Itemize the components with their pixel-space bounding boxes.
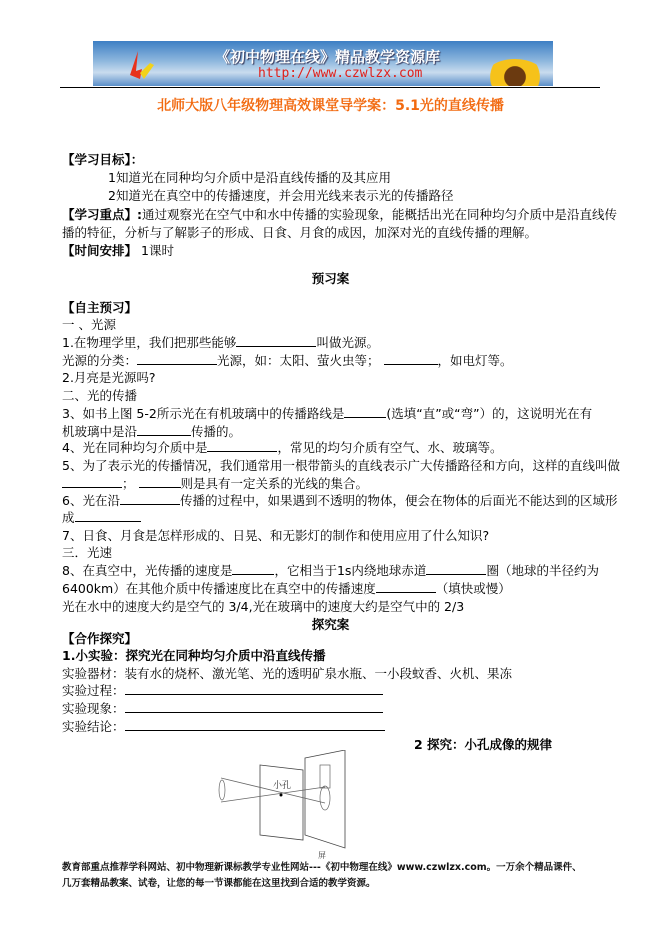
question-text: 圈（地球的半径约为 xyxy=(486,563,599,578)
goal-item: 2知道光在真空中的传播速度，并会用光线来表示光的传播路径 xyxy=(108,188,454,203)
answer-blank[interactable] xyxy=(137,352,217,365)
candle-icon xyxy=(219,780,225,800)
answer-blank[interactable] xyxy=(62,475,122,488)
question-text: 7、日食、月食是怎样形成的、日晃、和无影灯的制作和使用应用了什么知识? xyxy=(62,528,490,543)
question-text: 传播的。 xyxy=(191,424,242,439)
preview-heading: 【自主预习】 xyxy=(62,300,138,315)
explore-heading: 【合作探究】 xyxy=(62,631,138,646)
footer-line: 几万套精品教案、试卷，让您的每一节课都能在这里找到合适的教学资源。 xyxy=(62,878,376,889)
focus-text: 播的特征，分析与了解影子的形成、日食、月食的成因，加深对光的直线传播的理解。 xyxy=(62,225,538,240)
question-text: 成 xyxy=(62,510,75,525)
section-2: 二、光的传播 xyxy=(62,388,138,403)
question-text: ，它相当于1s内绕地球赤道 xyxy=(274,563,427,578)
conclusion-blank[interactable] xyxy=(125,718,385,731)
answer-blank[interactable] xyxy=(384,352,438,365)
experiment-1-title: 1.小实验：探究光在同种均匀介质中沿直线传播 xyxy=(62,648,326,663)
question-text: ； xyxy=(122,476,135,491)
materials-label: 实验器材： xyxy=(62,666,125,681)
question-text: ，常见的均匀介质有空气、水、玻璃等。 xyxy=(277,440,503,455)
section-3: 三．光速 xyxy=(62,545,113,560)
question-text: 3、如书上图 5-2所示光在有机玻璃中的传播路线是 xyxy=(62,406,345,421)
pinhole-diagram xyxy=(215,750,415,860)
focus-text: 通过观察光在空气中和水中传播的实验现象，能概括出光在同种均匀介质中是沿直线传 xyxy=(142,207,618,222)
phenomenon-blank[interactable] xyxy=(125,700,383,713)
question-text: 6400km）在其他介质中传播速度比在真空中的传播速度 xyxy=(62,581,376,596)
answer-blank[interactable] xyxy=(236,334,316,347)
banner-url[interactable]: http://www.czwlzx.com xyxy=(258,66,423,81)
answer-blank[interactable] xyxy=(137,423,191,436)
answer-blank[interactable] xyxy=(207,439,277,452)
screen-label: 屏 xyxy=(318,851,326,860)
banner-title: 《初中物理在线》精品教学资源库 xyxy=(215,48,441,66)
phenomenon-label: 实验现象： xyxy=(62,701,125,716)
section-1: 一 、光源 xyxy=(62,317,116,332)
question-text: 机玻璃中是沿 xyxy=(62,424,138,439)
inverted-image-icon xyxy=(320,786,330,810)
question-text: ，如电灯等。 xyxy=(437,353,513,368)
time-heading: 【时间安排】 xyxy=(62,243,138,258)
inverted-candle-icon xyxy=(320,765,330,788)
page-title: 北师大版八年级物理高效课堂导学案：5.1光的直线传播 xyxy=(157,98,504,114)
question-text: 传播的过程中，如果遇到不透明的物体，便会在物体的后面光不能达到的区域形 xyxy=(179,493,618,508)
question-text: （填快或慢） xyxy=(435,581,511,596)
question-text: 1.在物理学里，我们把那些能够 xyxy=(62,335,237,350)
question-text: 则是具有一定关系的光线的集合。 xyxy=(180,476,369,491)
question-text: 叫做光源。 xyxy=(316,335,379,350)
question-text: 6、光在沿 xyxy=(62,493,120,508)
question-text: 光源的分类： xyxy=(62,353,138,368)
time-value: 1课时 xyxy=(141,243,174,258)
logo-icon xyxy=(126,49,156,81)
goals-heading: 【学习目标】： xyxy=(62,152,144,167)
pinhole-icon xyxy=(280,794,283,797)
header-rule xyxy=(60,87,600,88)
header-banner xyxy=(93,41,553,86)
focus-heading: 【学习重点】: xyxy=(62,207,142,222)
question-text: 光源，如：太阳、萤火虫等； xyxy=(217,353,380,368)
question-text: 2.月亮是光源吗? xyxy=(62,370,156,385)
answer-blank[interactable] xyxy=(376,580,436,593)
process-label: 实验过程： xyxy=(62,683,125,698)
footer xyxy=(62,860,582,892)
materials-text: 装有水的烧杯、激光笔、光的透明矿泉水瓶、一小段蚊香、火机、果冻 xyxy=(124,666,513,681)
preview-title: 预习案 xyxy=(311,271,350,286)
answer-blank[interactable] xyxy=(344,405,386,418)
sunflower-image xyxy=(485,59,545,86)
answer-blank[interactable] xyxy=(139,475,181,488)
question-text: 8、在真空中，光传播的速度是 xyxy=(62,563,233,578)
process-blank[interactable] xyxy=(125,682,383,695)
question-text: 4、光在同种均匀介质中是 xyxy=(62,440,208,455)
pinhole-board xyxy=(260,765,303,840)
goal-item: 1知道光在同种均匀介质中是沿直线传播的及其应用 xyxy=(108,170,391,185)
question-text: (选填“直”或“弯”）的，这说明光在有 xyxy=(386,406,593,421)
answer-blank[interactable] xyxy=(120,492,180,505)
footer-line: 教育部重点推荐学科网站、初中物理新课标教学专业性网站---《初中物理在线》www.czwlzx.com。一万余个精品课件、 xyxy=(62,862,582,873)
question-text: 5、为了表示光的传播情况，我们通常用一根带箭头的直线表示广大传播路径和方向，这样的直线叫做 xyxy=(62,458,620,473)
answer-blank[interactable] xyxy=(232,562,274,575)
hole-label: 小孔 xyxy=(273,781,292,791)
question-text: 光在水中的速度大约是空气的 3/4,光在玻璃中的速度大约是空气中的 2/3 xyxy=(62,599,465,614)
experiment-2-title: 2 探究：小孔成像的规律 xyxy=(414,737,553,752)
answer-blank[interactable] xyxy=(426,562,486,575)
answer-blank[interactable] xyxy=(75,509,141,522)
explore-title: 探究案 xyxy=(311,617,350,632)
conclusion-label: 实验结论： xyxy=(62,719,125,734)
